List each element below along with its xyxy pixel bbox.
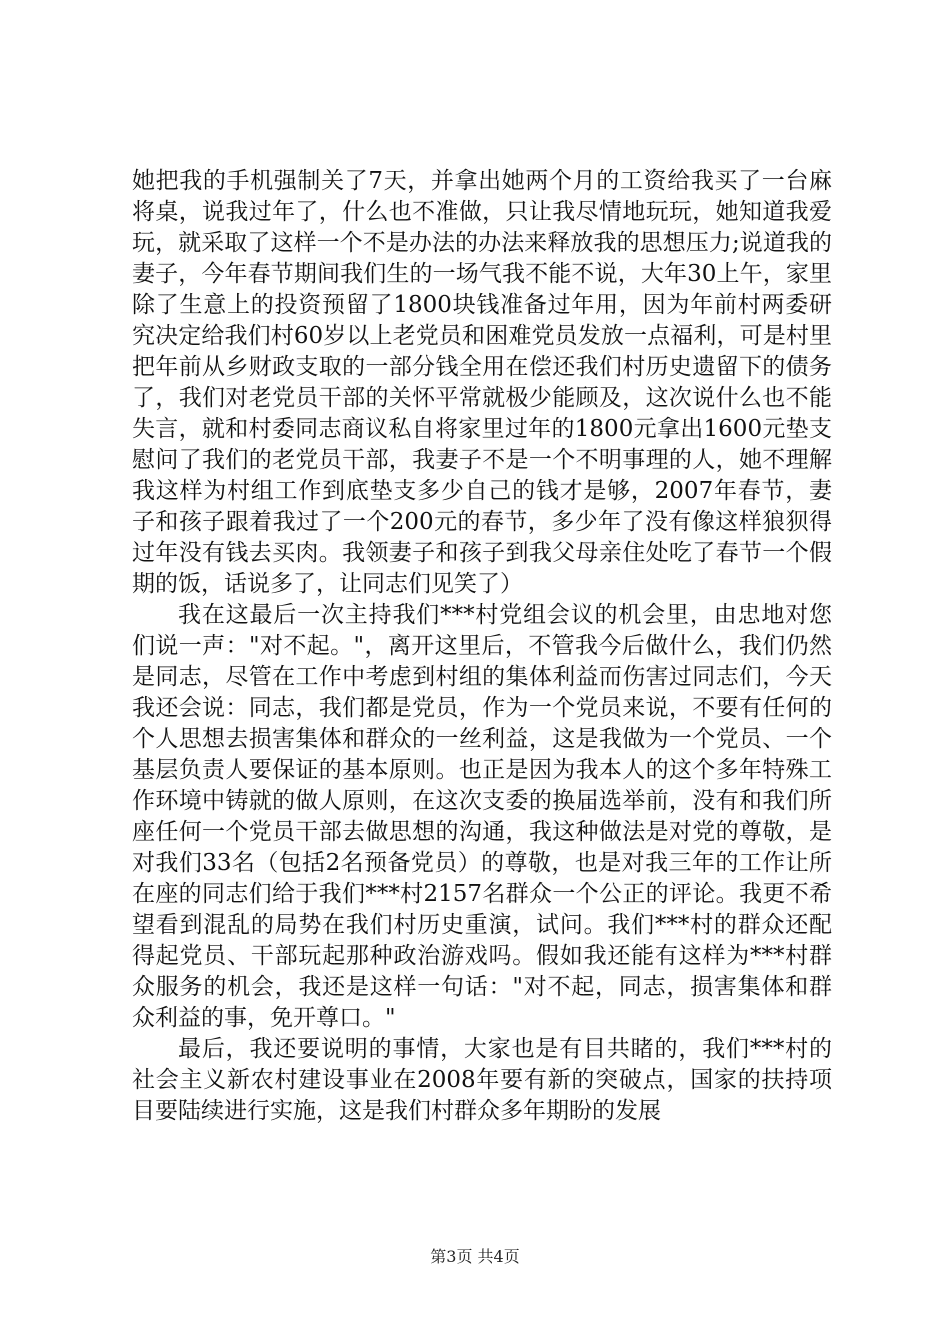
paragraph-apology: 我在这最后一次主持我们***村党组会议的机会里，由忠地对您们说一声："对不起。"，离开这里后，不管我今后做什么，我们仍然是同志，尽管在工作中考虑到村组的集体利益而伤害过同志们，今天我还会说：同志，我们都是党员，作为一个党员来说，不要有任何的个人思想去损害集体和群众的一丝利益，这是我做为一个党员、一个基层负责人要保证的基本原则。也正是因为我本人的这个多年特殊工作环境中铸就的做人原则，在这次支委的换届选举前，没有和我们所座任何一个党员干部去做思想的沟通，我这种做法是对党的尊敬，是对我们33名（包括2名预备党员）的尊敬，也是对我三年的工作让所在座的同志们给于我们***村2157名群众一个公正的评论。我更不希望看到混乱的局势在我们村历史重演，试问。我们***村的群众还配得起党员、干部玩起那种政治游戏吗。假如我还能有这样为***村群众服务的机会，我还是这样一句话："对不起，同志，损害集体和群众利益的事，免开尊口。" [132,602,832,1031]
page-footer: 第3页 共4页 [430,1247,520,1266]
paragraph-continuation: 她把我的手机强制关了7天，并拿出她两个月的工资给我买了一台麻将桌，说我过年了，什么也不准做，只让我尽情地玩玩，她知道我爱玩，就采取了这样一个不是办法的办法来释放我的思想压力;说道我的妻子，今年春节期间我们生的一场气我不能不说，大年30上午，家里除了生意上的投资预留了1800块钱准备过年用，因为年前村两委研究决定给我们村60岁以上老党员和困难党员发放一点福利，可是村里把年前从乡财政支取的一部分钱全用在偿还我们村历史遗留下的债务了，我们对老党员干部的关怀平常就极少能顾及，这次说什么也不能失言，就和村委同志商议私自将家里过年的1800元拿出1600元垫支慰问了我们的老党员干部，我妻子不是一个不明事理的人，她不理解我这样为村组工作到底垫支多少自己的钱才是够，2007年春节，妻子和孩子跟着我过了一个200元的春节，多少年了没有像这样狼狈得过年没有钱去买肉。我领妻子和孩子到我父母亲住处吃了春节一个假期的饭，话说多了，让同志们见笑了） [132,168,832,597]
paragraph-final: 最后，我还要说明的事情，大家也是有目共睹的，我们***村的社会主义新农村建设事业在2008年要有新的突破点，国家的扶持项目要陆续进行实施，这是我们村群众多年期盼的发展 [132,1036,832,1124]
body-text [132,166,832,1127]
